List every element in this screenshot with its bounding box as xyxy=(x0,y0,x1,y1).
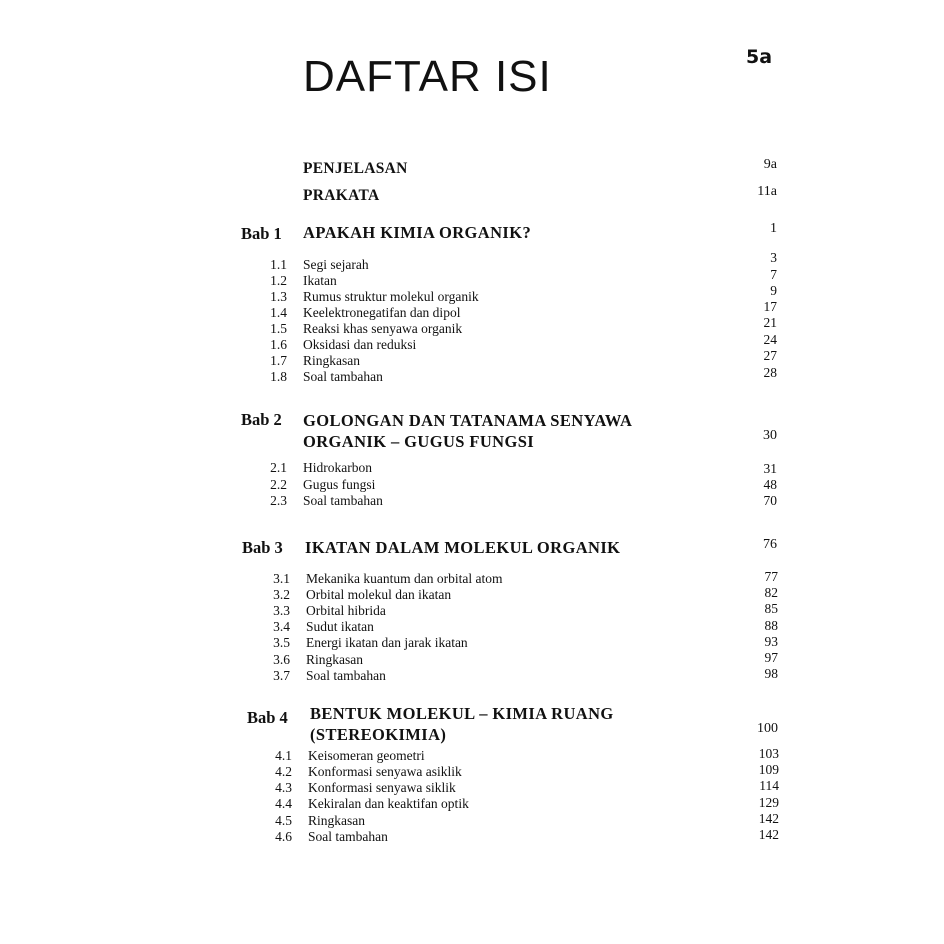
page-title: DAFTAR ISI xyxy=(303,52,552,101)
section-number: 3.7 xyxy=(273,668,290,683)
section-number: 2.2 xyxy=(270,477,287,492)
section-page: 21 xyxy=(763,315,777,330)
section-number: 4.1 xyxy=(275,748,292,763)
section-number: 1.1 xyxy=(270,257,287,272)
section-page: 3 xyxy=(770,250,777,265)
section-number: 4.6 xyxy=(275,829,292,844)
section-page: 9 xyxy=(770,283,777,298)
section-title: Kekiralan dan keaktifan optik xyxy=(308,796,469,811)
section-number: 2.1 xyxy=(270,460,287,475)
section-number: 1.6 xyxy=(270,337,287,352)
section-title: Sudut ikatan xyxy=(306,619,374,634)
section-page: 142 xyxy=(758,827,779,842)
front-matter-page: 11a xyxy=(757,184,777,199)
section-number: 4.3 xyxy=(275,780,292,795)
page-number: 5a xyxy=(746,46,773,68)
section-page: 24 xyxy=(763,332,777,347)
section-number: 1.3 xyxy=(270,289,287,304)
section-title: Gugus fungsi xyxy=(303,477,376,492)
chapter-page: 76 xyxy=(763,537,777,552)
section-page: 31 xyxy=(763,461,777,476)
chapter-title: GOLONGAN DAN TATANAMA SENYAWA xyxy=(303,411,633,430)
section-title: Ringkasan xyxy=(306,652,363,667)
section-title: Konformasi senyawa asiklik xyxy=(308,764,462,779)
section-title: Oksidasi dan reduksi xyxy=(303,337,417,352)
section-number: 3.1 xyxy=(273,571,290,586)
chapter-label: Bab 2 xyxy=(241,410,282,429)
section-page: 88 xyxy=(764,618,778,633)
section-number: 1.4 xyxy=(270,305,287,320)
section-title: Rumus struktur molekul organik xyxy=(303,289,479,304)
section-number: 3.2 xyxy=(273,587,290,602)
section-number: 2.3 xyxy=(270,493,287,508)
chapter-label: Bab 4 xyxy=(247,708,288,727)
section-title: Energi ikatan dan jarak ikatan xyxy=(306,635,468,650)
section-title: Soal tambahan xyxy=(303,493,383,508)
section-page: 28 xyxy=(763,365,777,380)
front-matter-page: 9a xyxy=(763,157,777,172)
section-page: 85 xyxy=(764,601,778,616)
section-title: Mekanika kuantum dan orbital atom xyxy=(306,571,503,586)
section-number: 4.5 xyxy=(275,813,292,828)
section-title: Orbital hibrida xyxy=(306,603,386,618)
section-page: 82 xyxy=(764,585,778,600)
section-title: Soal tambahan xyxy=(308,829,388,844)
section-page: 103 xyxy=(758,746,779,761)
section-page: 7 xyxy=(770,267,777,282)
chapter-title: (STEREOKIMIA) xyxy=(310,725,447,744)
front-matter-title: PENJELASAN xyxy=(303,160,408,177)
front-matter-title: PRAKATA xyxy=(303,187,380,204)
section-number: 4.4 xyxy=(275,796,292,811)
chapter-page: 30 xyxy=(763,428,777,443)
chapter-title: BENTUK MOLEKUL – KIMIA RUANG xyxy=(310,704,614,723)
section-number: 3.4 xyxy=(273,619,290,634)
section-page: 27 xyxy=(763,348,777,363)
section-number: 4.2 xyxy=(275,764,292,779)
chapter-title: ORGANIK – GUGUS FUNGSI xyxy=(303,432,535,451)
chapter-title: APAKAH KIMIA ORGANIK? xyxy=(303,223,532,242)
chapter-label: Bab 1 xyxy=(241,224,282,243)
section-title: Segi sejarah xyxy=(303,257,369,272)
section-page: 93 xyxy=(764,634,778,649)
section-title: Ringkasan xyxy=(308,813,365,828)
section-title: Ikatan xyxy=(303,273,337,288)
section-title: Ringkasan xyxy=(303,353,360,368)
section-page: 142 xyxy=(758,811,779,826)
chapter-title: IKATAN DALAM MOLEKUL ORGANIK xyxy=(305,538,621,557)
section-page: 109 xyxy=(758,762,779,777)
section-number: 1.8 xyxy=(270,369,287,384)
section-number: 1.5 xyxy=(270,321,287,336)
section-number: 3.3 xyxy=(273,603,290,618)
section-title: Keisomeran geometri xyxy=(308,748,425,763)
section-title: Orbital molekul dan ikatan xyxy=(306,587,452,602)
section-page: 17 xyxy=(763,299,777,314)
section-title: Soal tambahan xyxy=(306,668,386,683)
section-page: 98 xyxy=(764,666,778,681)
section-title: Soal tambahan xyxy=(303,369,383,384)
section-number: 1.7 xyxy=(270,353,287,368)
section-number: 3.6 xyxy=(273,652,290,667)
section-title: Reaksi khas senyawa organik xyxy=(303,321,463,336)
chapter-label: Bab 3 xyxy=(242,538,283,557)
section-page: 129 xyxy=(758,795,779,810)
section-number: 1.2 xyxy=(270,273,287,288)
section-page: 114 xyxy=(759,778,779,793)
section-title: Hidrokarbon xyxy=(303,460,372,475)
section-page: 70 xyxy=(763,493,777,508)
section-number: 3.5 xyxy=(273,635,290,650)
section-page: 97 xyxy=(764,650,778,665)
chapter-page: 1 xyxy=(770,221,777,236)
chapter-page: 100 xyxy=(757,721,778,736)
section-page: 48 xyxy=(763,477,777,492)
section-title: Keelektronegatifan dan dipol xyxy=(303,305,461,320)
section-page: 77 xyxy=(764,569,778,584)
section-title: Konformasi senyawa siklik xyxy=(308,780,456,795)
